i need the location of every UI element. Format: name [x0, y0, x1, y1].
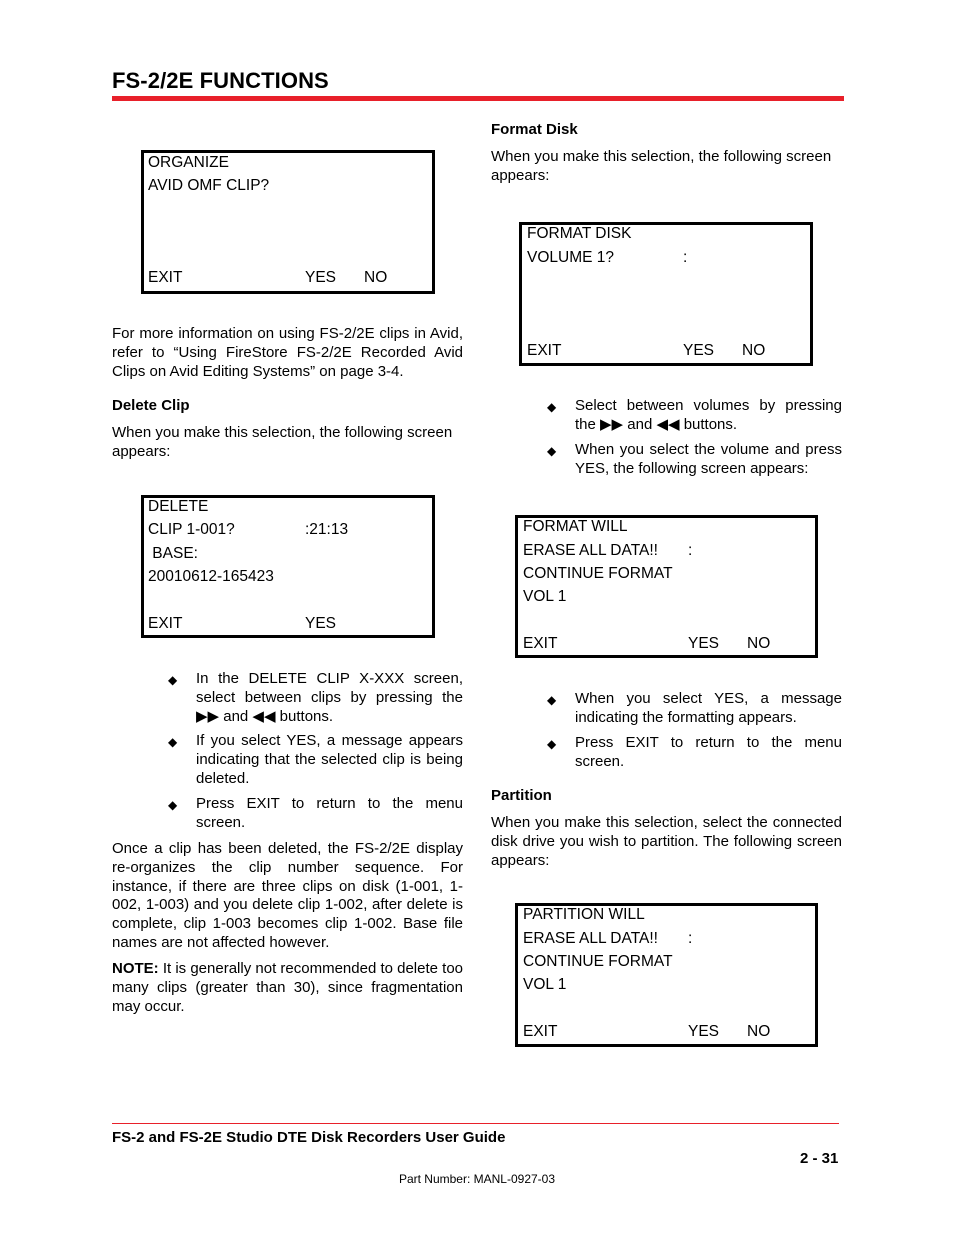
delete-intro: When you make this selection, the following screen appears: — [112, 424, 453, 460]
screen-organize — [141, 150, 435, 294]
footer-guide-title: FS-2 and FS-2E Studio DTE Disk Recorders User Guide — [112, 1129, 506, 1146]
bullet-text: If you select YES, a message appears indicating that the selected clip is being deleted. — [196, 732, 463, 787]
page-title: FS-2/2E FUNCTIONS — [112, 68, 329, 93]
screen-line: ERASE ALL DATA!! — [523, 930, 658, 947]
list-item — [168, 670, 463, 730]
screen-exit: EXIT — [527, 342, 562, 359]
screen-yes: YES — [688, 635, 720, 652]
screen-line: : — [688, 930, 693, 947]
list-item — [547, 397, 842, 437]
bullet-text: In the DELETE CLIP X-XXX screen, select between clips by pressing the ▶▶ and ◀◀ buttons. — [196, 670, 463, 725]
diamond-bullet-icon: ◆ — [547, 444, 557, 458]
note-paragraph — [112, 960, 463, 1016]
screen-format-will — [515, 515, 818, 658]
format-disk-heading: Format Disk — [491, 121, 578, 138]
screen-no: NO — [364, 269, 388, 286]
screen-line: :21:13 — [305, 521, 349, 538]
format-intro: When you make this selection, the following screen appears: — [491, 148, 832, 184]
screen-exit: EXIT — [523, 1023, 558, 1040]
screen-line: FORMAT DISK — [527, 225, 632, 242]
screen-line: CLIP 1-001? — [148, 521, 235, 538]
reorganize-paragraph: Once a clip has been deleted, the FS-2/2E display re-organizes the clip number sequence. For instance, if there are three clips on disk (1-001, 1-002, 1-003) and you delete clip 1-002, after delete is complete, clip 1-003 becomes clip 1-002. Base file names are not affected however. — [112, 840, 463, 951]
screen-yes: YES — [683, 342, 715, 359]
partition-heading: Partition — [491, 787, 552, 804]
screen-line: PARTITION WILL — [523, 906, 645, 923]
screen-yes: YES — [688, 1023, 720, 1040]
part-number: Part Number: MANL-0927-03 — [398, 1172, 556, 1186]
diamond-bullet-icon: ◆ — [168, 735, 178, 749]
bullet-text: When you select the volume and press YES, the following screen appears: — [575, 441, 842, 477]
screen-line: ERASE ALL DATA!! — [523, 542, 658, 559]
list-item — [168, 795, 463, 835]
diamond-bullet-icon: ◆ — [547, 737, 557, 751]
info-paragraph: For more information on using FS-2/2E clips in Avid, refer to “Using FireStore FS-2/2E Recorded Avid Clips on Avid Editing Systems” on page 3-4. — [112, 325, 463, 380]
note-label: NOTE: — [112, 960, 159, 977]
bullet-text: When you select YES, a message indicating the formatting appears. — [575, 690, 842, 726]
screen-delete — [141, 495, 435, 638]
footer-rule — [112, 1123, 839, 1124]
screen-line: AVID OMF CLIP? — [148, 177, 270, 194]
delete-clip-heading: Delete Clip — [112, 397, 190, 414]
title-rule — [112, 96, 844, 101]
screen-line: CONTINUE FORMAT — [523, 565, 673, 582]
screen-format-disk — [519, 222, 813, 366]
screen-line: ORGANIZE — [148, 154, 229, 171]
screen-exit: EXIT — [148, 269, 183, 286]
screen-line: VOL 1 — [523, 976, 567, 993]
screen-line: BASE: — [148, 545, 198, 562]
screen-line: 20010612-165423 — [148, 568, 274, 585]
list-item — [168, 732, 463, 792]
screen-no: NO — [747, 635, 771, 652]
note-text: It is generally not recommended to delete too many clips (greater than 30), since fragmentation may occur. — [112, 960, 464, 1015]
screen-yes: YES — [305, 269, 337, 286]
diamond-bullet-icon: ◆ — [547, 400, 557, 414]
diamond-bullet-icon: ◆ — [547, 693, 557, 707]
list-item — [547, 441, 842, 481]
screen-line: DELETE — [148, 498, 209, 515]
screen-line: VOLUME 1? — [527, 249, 615, 266]
screen-no: NO — [742, 342, 766, 359]
list-item — [547, 690, 842, 730]
screen-line: CONTINUE FORMAT — [523, 953, 673, 970]
screen-no: NO — [747, 1023, 771, 1040]
bullet-text: Select between volumes by pressing the ▶▶ and ◀◀ buttons. — [575, 397, 842, 433]
screen-partition — [515, 903, 818, 1047]
bullet-text: Press EXIT to return to the menu screen. — [196, 795, 463, 831]
diamond-bullet-icon: ◆ — [168, 673, 178, 687]
screen-line: VOL 1 — [523, 588, 567, 605]
partition-intro: When you make this selection, select the connected disk drive you wish to partition. The following screen appears: — [491, 814, 842, 869]
diamond-bullet-icon: ◆ — [168, 798, 178, 812]
list-item — [547, 734, 842, 774]
screen-line: : — [683, 249, 688, 266]
page-number: 2 - 31 — [800, 1150, 839, 1167]
screen-line: : — [688, 542, 693, 559]
screen-exit: EXIT — [148, 615, 183, 632]
bullet-text: Press EXIT to return to the menu screen. — [575, 734, 842, 770]
screen-yes: YES — [305, 615, 337, 632]
screen-line: FORMAT WILL — [523, 518, 628, 535]
screen-exit: EXIT — [523, 635, 558, 652]
